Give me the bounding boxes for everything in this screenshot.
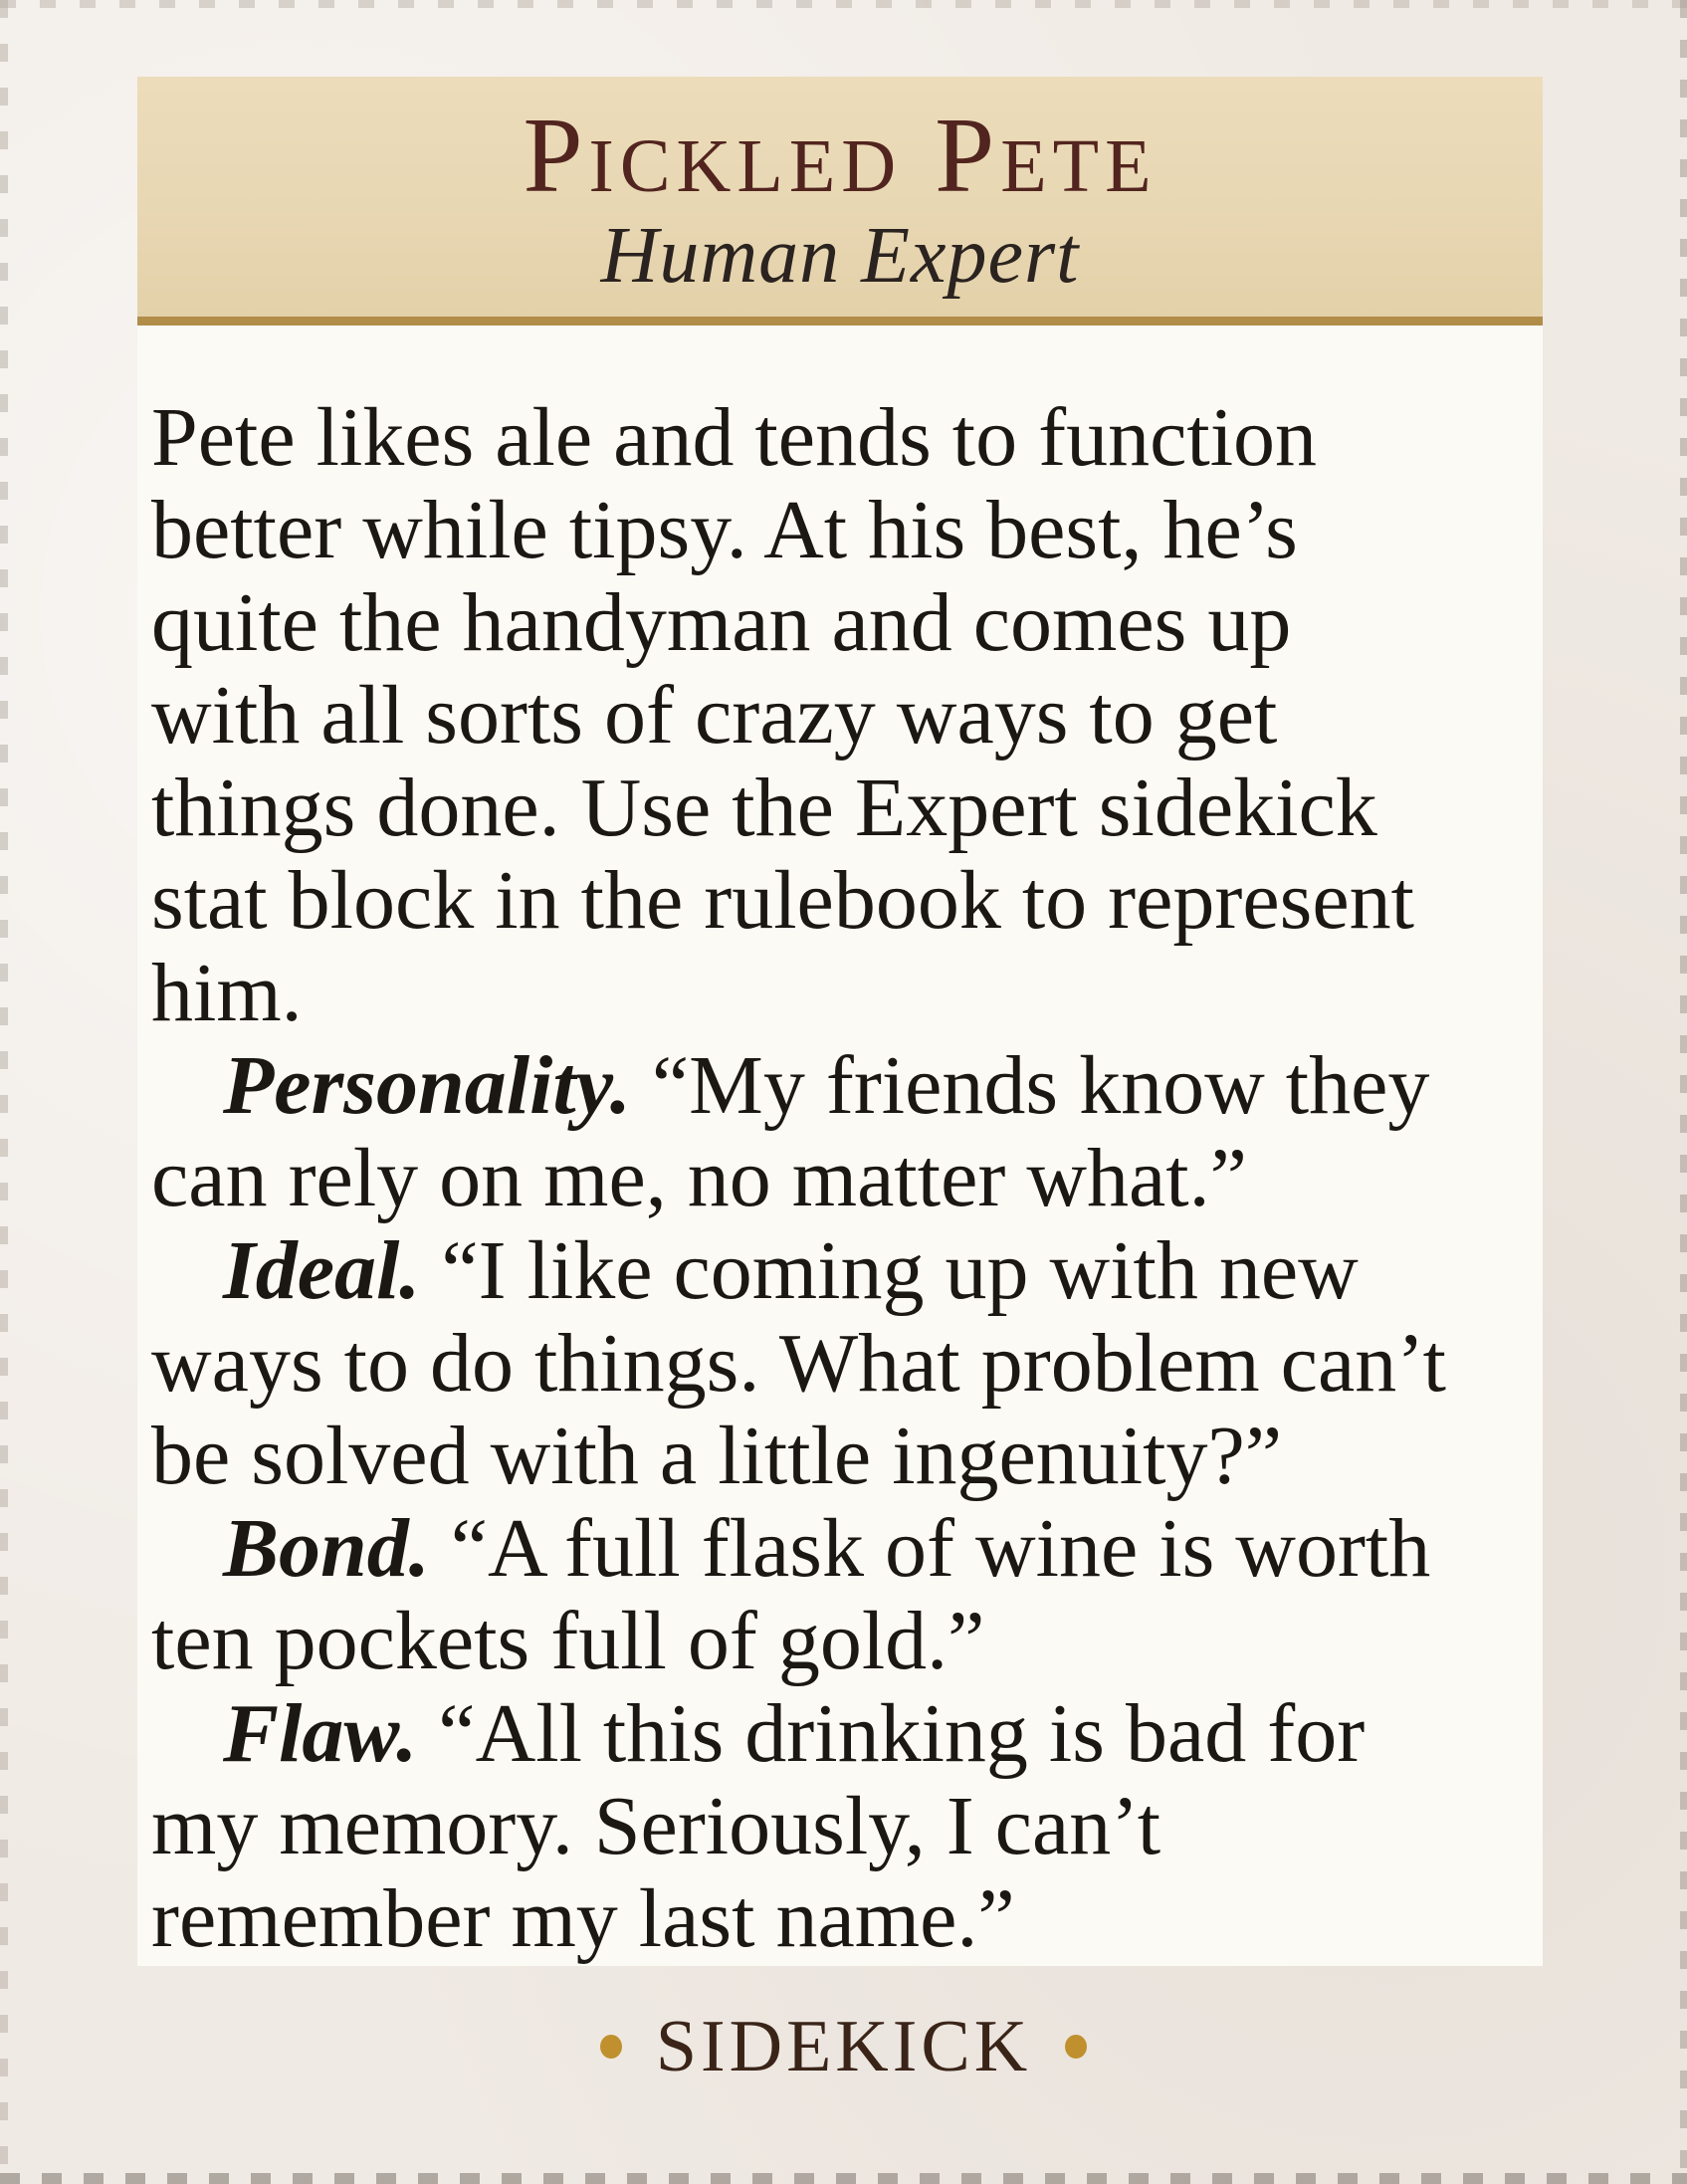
trait-flaw-text: “All this drinking is bad for my memory. Seriously, I can’t remember my last name.”: [151, 1687, 1366, 1965]
card-footer: [0, 1999, 1687, 2094]
card-body: [137, 326, 1543, 1966]
perforated-edge-bottom: [0, 2173, 1687, 2184]
trait-flaw-label: Flaw.: [223, 1687, 418, 1780]
description-paragraph: Pete likes ale and tends to function better while tipsy. At his best, he’s quite the handyman and comes up with all sorts of crazy ways to get things done. Use the Expert sidekick stat block in the rulebook to represent him.: [151, 391, 1414, 1039]
trait-ideal-label: Ideal.: [223, 1224, 421, 1317]
perforated-edge-top: [0, 0, 1687, 8]
card-title: Pickled Pete: [523, 97, 1158, 215]
perforated-edge-right: [1680, 0, 1687, 2184]
card-header: [137, 77, 1543, 326]
trait-personality: [151, 1039, 1457, 1224]
card-subtitle: Human Expert: [600, 212, 1080, 300]
bullet-icon: [1065, 2035, 1087, 2059]
bullet-icon: [600, 2035, 622, 2059]
trait-ideal-text: “I like coming up with new ways to do things. What problem can’t be solved with a little ingenuity?”: [151, 1224, 1447, 1502]
trait-personality-label: Personality.: [223, 1039, 631, 1132]
trait-bond: [151, 1502, 1457, 1687]
perforated-edge-left: [0, 0, 8, 2184]
sidekick-badge: SIDEKICK: [655, 2005, 1032, 2087]
trait-bond-label: Bond.: [223, 1502, 430, 1595]
trait-personality-text: “My friends know they can rely on me, no matter what.”: [151, 1039, 1430, 1224]
trait-flaw: [151, 1687, 1457, 1965]
trait-ideal: [151, 1224, 1457, 1502]
trait-bond-text: “A full flask of wine is worth ten pockets full of gold.”: [151, 1502, 1431, 1687]
